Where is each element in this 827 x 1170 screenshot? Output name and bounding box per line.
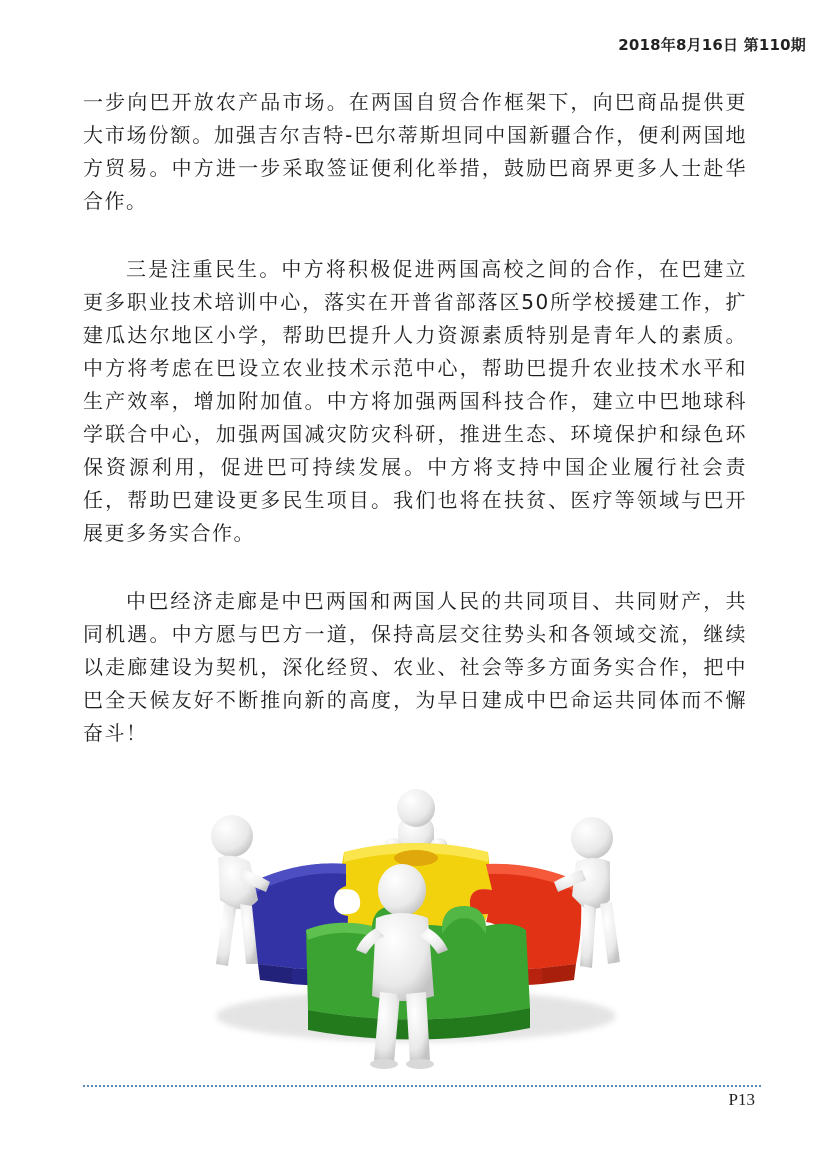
puzzle-teamwork-illustration <box>196 778 636 1074</box>
page-number: P13 <box>728 1090 755 1109</box>
paragraph-economic-corridor: 中巴经济走廊是中巴两国和两国人民的共同项目、共同财产，共同机遇。中方愿与巴方一道，保持高层交往势头和各领域交流，继续以走廊建设为契机，深化经贸、农业、社会等多方面务实合作，把中巴全天候友好不断推向新的高度，为早日建成中巴命运共同体而不懈奋斗！ <box>83 589 747 745</box>
paragraph-livelihood: 三是注重民生。中方将积极促进两国高校之间的合作，在巴建立更多职业技术培训中心，落实在开普省部落区50所学校援建工作，扩建瓜达尔地区小学，帮助巴提升人力资源素质特别是青年人的素质。中方将考虑在巴设立农业技术示范中心，帮助巴提升农业技术水平和生产效率，增加附加值。中方将加强两国科技合作，建立中巴地球科学联合中心，加强两国减灾防灾科研，推进生态、环境保护和绿色环保资源利用，促进巴可持续发展。中方将支持中国企业履行社会责任，帮助巴建设更多民生项目。我们也将在扶贫、医疗等领域与巴开展更多务实合作。 <box>83 257 747 545</box>
paragraph-trade-continued: 一步向巴开放农产品市场。在两国自贸合作框架下，向巴商品提供更大市场份额。加强吉尔吉特-巴尔蒂斯坦同中国新疆合作，便利两国地方贸易。中方进一步采取签证便利化举措，鼓励巴商界更多人士赴华合作。 <box>83 90 747 213</box>
footer-dotted-rule <box>83 1085 761 1087</box>
back-figure <box>385 789 447 852</box>
article-body <box>83 86 747 785</box>
issue-date-header: 2018年8月16日 第110期 <box>618 36 806 54</box>
